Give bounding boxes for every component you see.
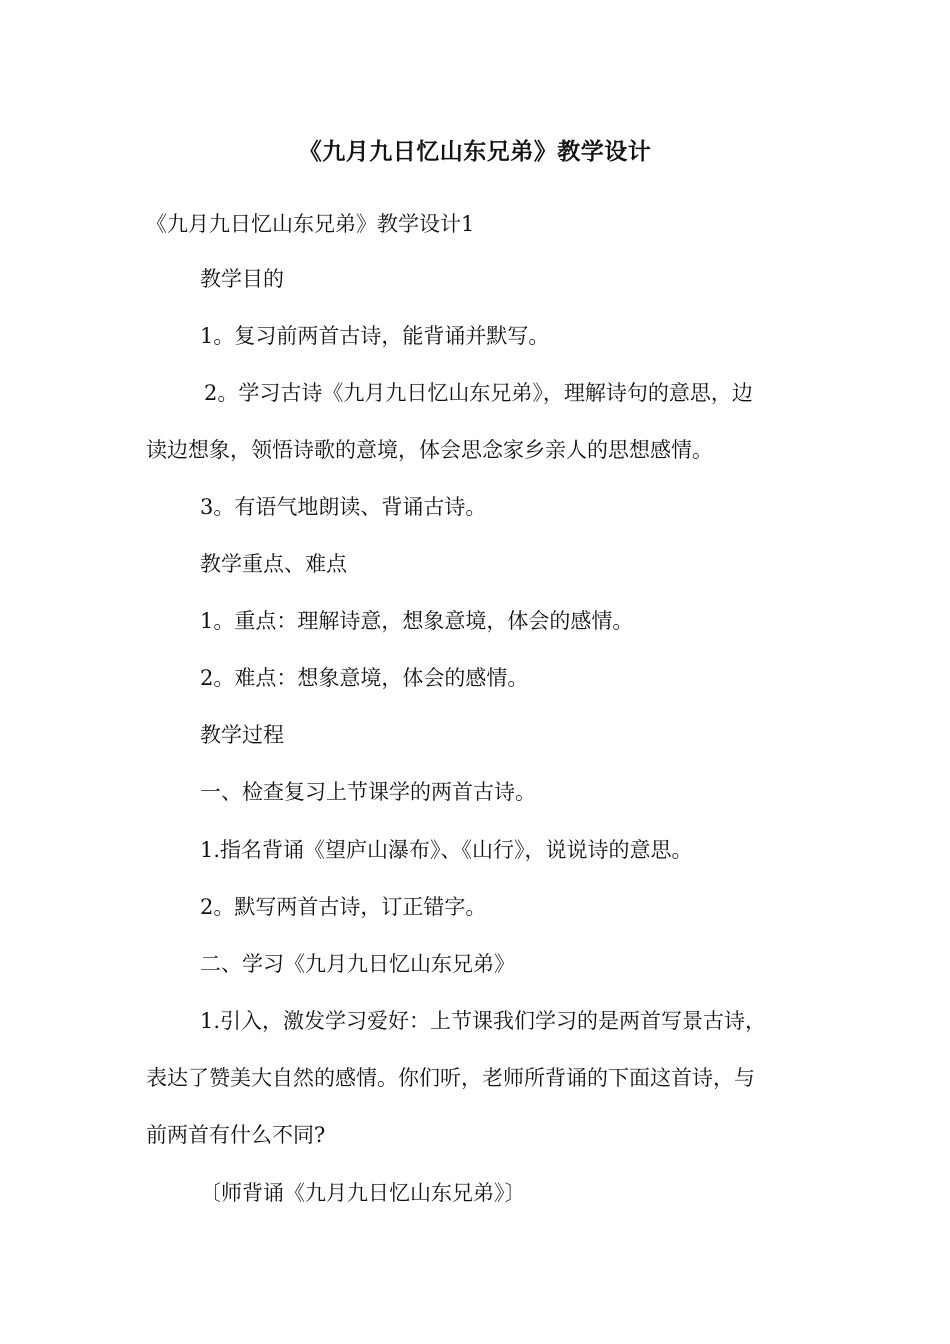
paragraph: 2。学习古诗《九月九日忆山东兄弟》，理解诗句的意思，边	[204, 381, 753, 405]
paragraph: 2。默写两首古诗，订正错字。	[200, 895, 487, 919]
paragraph: 1.引入，激发学习爱好：上节课我们学习的是两首写景古诗，	[200, 1009, 767, 1033]
paragraph: 1。复习前两首古诗，能背诵并默写。	[200, 324, 550, 348]
paragraph: 二、学习《九月九日忆山东兄弟》	[200, 952, 515, 976]
subheading-objectives: 教学目的	[200, 267, 284, 291]
document-title: 《九月九日忆山东兄弟》教学设计	[298, 139, 652, 165]
section-heading: 《九月九日忆山东兄弟》教学设计1	[146, 212, 475, 236]
subheading-process: 教学过程	[200, 723, 284, 747]
subheading-key-points: 教学重点、难点	[200, 552, 347, 576]
paragraph: 3。有语气地朗读、背诵古诗。	[200, 495, 487, 519]
paragraph: 〔师背诵《九月九日忆山东兄弟》〕	[200, 1181, 526, 1205]
paragraph-continuation: 表达了赞美大自然的感情。你们听，老师所背诵的下面这首诗，与	[146, 1066, 755, 1090]
paragraph-continuation: 读边想象，领悟诗歌的意境，体会思念家乡亲人的思想感情。	[146, 438, 713, 462]
paragraph: 一、检查复习上节课学的两首古诗。	[200, 780, 536, 804]
paragraph-continuation: 前两首有什么不同?	[146, 1123, 326, 1147]
paragraph: 1.指名背诵《望庐山瀑布》、《山行》，说说诗的意思。	[200, 838, 693, 862]
paragraph: 2。难点：想象意境，体会的感情。	[200, 666, 529, 690]
paragraph: 1。重点：理解诗意，想象意境，体会的感情。	[200, 609, 634, 633]
